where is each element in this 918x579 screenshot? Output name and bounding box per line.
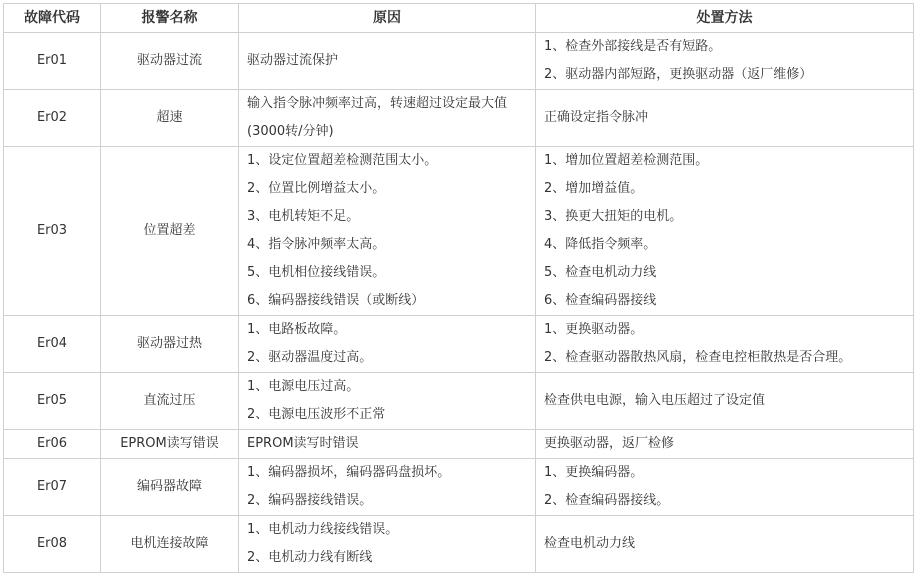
- alarm-name-cell: 直流过压: [101, 373, 239, 430]
- solution-line: 4、降低指令频率。: [544, 237, 657, 252]
- alarm-name-cell: 位置超差: [101, 147, 239, 316]
- header-alarm-name: 报警名称: [101, 4, 239, 33]
- fault-code-cell: Er01: [4, 33, 101, 90]
- alarm-name-cell: EPROM读写错误: [101, 430, 239, 459]
- cause-cell: [239, 373, 536, 430]
- cause-line: 驱动器过流保护: [247, 53, 339, 68]
- cause-line: 2、驱动器温度过高。: [247, 350, 373, 365]
- cause-line: 5、电机相位接线错误。: [247, 265, 386, 280]
- solution-cell: [536, 147, 914, 316]
- table-header: [4, 4, 914, 33]
- fault-code-cell: Er08: [4, 516, 101, 573]
- solution-line: 6、检查编码器接线: [544, 293, 657, 308]
- solution-line: 2、检查驱动器散热风扇，检查电控柜散热是否合理。: [544, 350, 852, 365]
- header-row: [4, 4, 914, 33]
- table-row: [4, 459, 914, 516]
- table-row: [4, 430, 914, 459]
- solution-line: 2、驱动器内部短路，更换驱动器（返厂维修）: [544, 67, 813, 82]
- solution-line: 2、增加增益值。: [544, 181, 644, 196]
- solution-cell: [536, 316, 914, 373]
- cause-line: 1、电机动力线接线错误。: [247, 522, 399, 537]
- fault-code-table: [3, 3, 914, 573]
- solution-line: 5、检查电机动力线: [544, 265, 657, 280]
- cause-line: 1、电源电压过高。: [247, 379, 360, 394]
- solution-line: 检查电机动力线: [544, 536, 636, 551]
- cause-line: 1、编码器损坏，编码器码盘损坏。: [247, 465, 451, 480]
- solution-line: 正确设定指令脉冲: [544, 110, 649, 125]
- table-row: [4, 147, 914, 316]
- fault-code-cell: Er02: [4, 90, 101, 147]
- cause-line: 4、指令脉冲频率太高。: [247, 237, 386, 252]
- cause-cell: [239, 459, 536, 516]
- solution-line: 1、检查外部接线是否有短路。: [544, 39, 722, 54]
- table-row: [4, 90, 914, 147]
- cause-line: 2、位置比例增益太小。: [247, 181, 386, 196]
- fault-code-cell: Er06: [4, 430, 101, 459]
- fault-code-cell: Er04: [4, 316, 101, 373]
- solution-cell: [536, 516, 914, 573]
- solution-cell: [536, 373, 914, 430]
- alarm-name-cell: 驱动器过热: [101, 316, 239, 373]
- solution-cell: [536, 430, 914, 459]
- solution-cell: [536, 33, 914, 90]
- table-body: [4, 33, 914, 573]
- cause-line: EPROM读写时错误: [247, 436, 359, 451]
- solution-line: 3、换更大扭矩的电机。: [544, 209, 683, 224]
- cause-line: 1、设定位置超差检测范围太小。: [247, 153, 438, 168]
- cause-cell: [239, 516, 536, 573]
- table-row: [4, 33, 914, 90]
- cause-cell: [239, 147, 536, 316]
- cause-cell: [239, 90, 536, 147]
- cause-line: 2、电源电压波形不正常: [247, 407, 386, 422]
- solution-line: 检查供电电源，输入电压超过了设定值: [544, 393, 766, 408]
- alarm-name-cell: 编码器故障: [101, 459, 239, 516]
- table-row: [4, 316, 914, 373]
- solution-line: 更换驱动器，返厂检修: [544, 436, 675, 451]
- header-solution: 处置方法: [536, 4, 914, 33]
- table-row: [4, 373, 914, 430]
- cause-cell: [239, 33, 536, 90]
- cause-line: 输入指令脉冲频率过高，转速超过设定最大值: [247, 96, 508, 111]
- alarm-name-cell: 超速: [101, 90, 239, 147]
- header-fault-code: 故障代码: [4, 4, 101, 33]
- table-row: [4, 516, 914, 573]
- cause-line: 2、编码器接线错误。: [247, 493, 373, 508]
- fault-code-cell: Er07: [4, 459, 101, 516]
- header-cause: 原因: [239, 4, 536, 33]
- solution-line: 1、增加位置超差检测范围。: [544, 153, 709, 168]
- cause-line: 6、编码器接线错误（或断线）: [247, 293, 425, 308]
- solution-line: 2、检查编码器接线。: [544, 493, 670, 508]
- cause-line: 1、电路板故障。: [247, 322, 347, 337]
- cause-cell: [239, 430, 536, 459]
- solution-cell: [536, 90, 914, 147]
- cause-line: 3、电机转矩不足。: [247, 209, 360, 224]
- alarm-name-cell: 电机连接故障: [101, 516, 239, 573]
- solution-line: 1、更换编码器。: [544, 465, 644, 480]
- fault-code-cell: Er03: [4, 147, 101, 316]
- alarm-name-cell: 驱动器过流: [101, 33, 239, 90]
- solution-cell: [536, 459, 914, 516]
- fault-code-cell: Er05: [4, 373, 101, 430]
- cause-line: 2、电机动力线有断线: [247, 550, 373, 565]
- cause-cell: [239, 316, 536, 373]
- solution-line: 1、更换驱动器。: [544, 322, 644, 337]
- cause-line: (3000转/分钟): [247, 124, 334, 139]
